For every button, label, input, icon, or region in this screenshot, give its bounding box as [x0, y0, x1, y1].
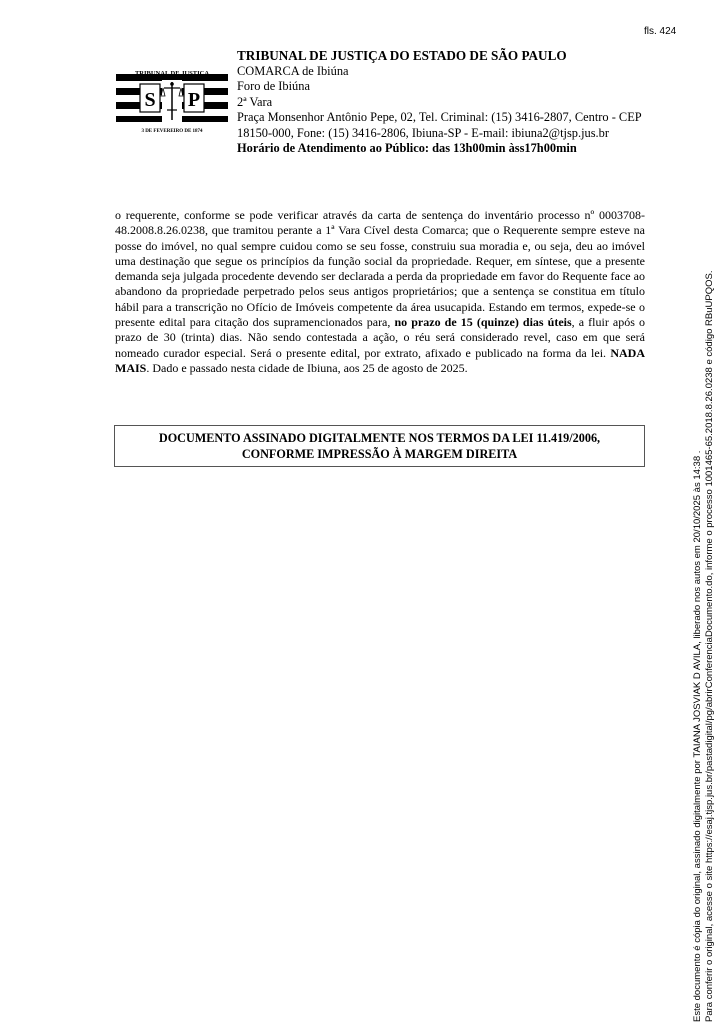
- page-number: fls. 424: [644, 26, 677, 37]
- logo-bottom-text: 3 DE FEVEREIRO DE 1874: [141, 129, 203, 134]
- margin-verification-note: [692, 152, 716, 1022]
- court-header: [237, 48, 649, 157]
- court-name: TRIBUNAL DE JUSTIÇA DO ESTADO DE SÃO PAULO: [237, 48, 567, 63]
- logo-letter-left: S: [144, 89, 156, 111]
- signature-notice-line-2: CONFORME IMPRESSÃO À MARGEM DIREITA: [241, 447, 518, 461]
- comarca-line: COMARCA de Ibiúna: [237, 63, 349, 78]
- foro-line: Foro de Ibiúna: [237, 79, 310, 93]
- body-part-3: . Dado e passado nesta cidade de Ibiuna, aos 25 de agosto de 2025.: [146, 360, 468, 375]
- logo-top-text: TRIBUNAL DE JUSTIÇA: [134, 70, 210, 77]
- office-hours: Horário de Atendimento ao Público: das 13h00min àss17h00min: [237, 141, 577, 155]
- body-part-2: , a fluir após o prazo de 30 (trinta) dias. Não sendo contestada a ação, o réu será considerado revel, caso em que será nomeado curador especial. Será o presente edital, por extrato, afixado e publicado na forma da lei.: [115, 315, 645, 360]
- deadline-text: no prazo de 15 (quinze) dias úteis: [394, 315, 572, 330]
- margin-note-line-2: Para conferir o original, acesse o site https://esaj.tjsp.jus.br/pastadigital/pg/abrirConferenciaDocumento.do, informe o processo 1001465-65.2018.8.26.0238 e código RBuUPQOS.: [704, 270, 715, 1022]
- closing-text: NADA MAIS: [115, 345, 645, 375]
- logo-letter-right: P: [187, 89, 201, 111]
- digital-signature-notice: [114, 425, 645, 467]
- vara-line: 2ª Vara: [237, 94, 273, 109]
- court-logo: [116, 44, 228, 136]
- signature-notice-line-1: DOCUMENTO ASSINADO DIGITALMENTE NOS TERMOS DA LEI 11.419/2006,: [158, 431, 601, 445]
- edital-body: [115, 208, 645, 376]
- address-line: Praça Monsenhor Antônio Pepe, 02, Tel. Criminal: (15) 3416-2807, Centro - CEP 18150-000, Fone: (15) 3416-2806, Ibiuna-SP - E-mail: ibiuna2@tjsp.jus.br: [237, 110, 642, 140]
- margin-note-line-1: Este documento é cópia do original, assinado digitalmente por TAIANA JOSVIAK D AVILA, liberado nos autos em 20/10/2025 às 14:38 .: [692, 450, 703, 1022]
- body-part-1: o requerente, conforme se pode verificar através da carta de sentença do inventário processo nº 0003708-48.2008.8.26.0238, que tramitou perante a 1ª Vara Cível desta Comarca; que o Requerente sempre esteve na posse do imóvel, no qual sempre cuidou como se seu fosse, construiu sua moradia e, ou seja, deu ao imóvel uma destinação que segue os princípios da função social da propriedade. Requer, em síntese, que a presente demanda seja julgada procedente devendo ser declarada a perda da propriedade em favor do Requente face ao abandono da propriedade perpetrado pelos seus antigos proprietários; que a sentença se constitua em título hábil para a transcrição no Ofício de Imóveis competente da área usucapida. Estando em termos, expede-se o presente edital para citação dos supramencionados para,: [115, 208, 645, 330]
